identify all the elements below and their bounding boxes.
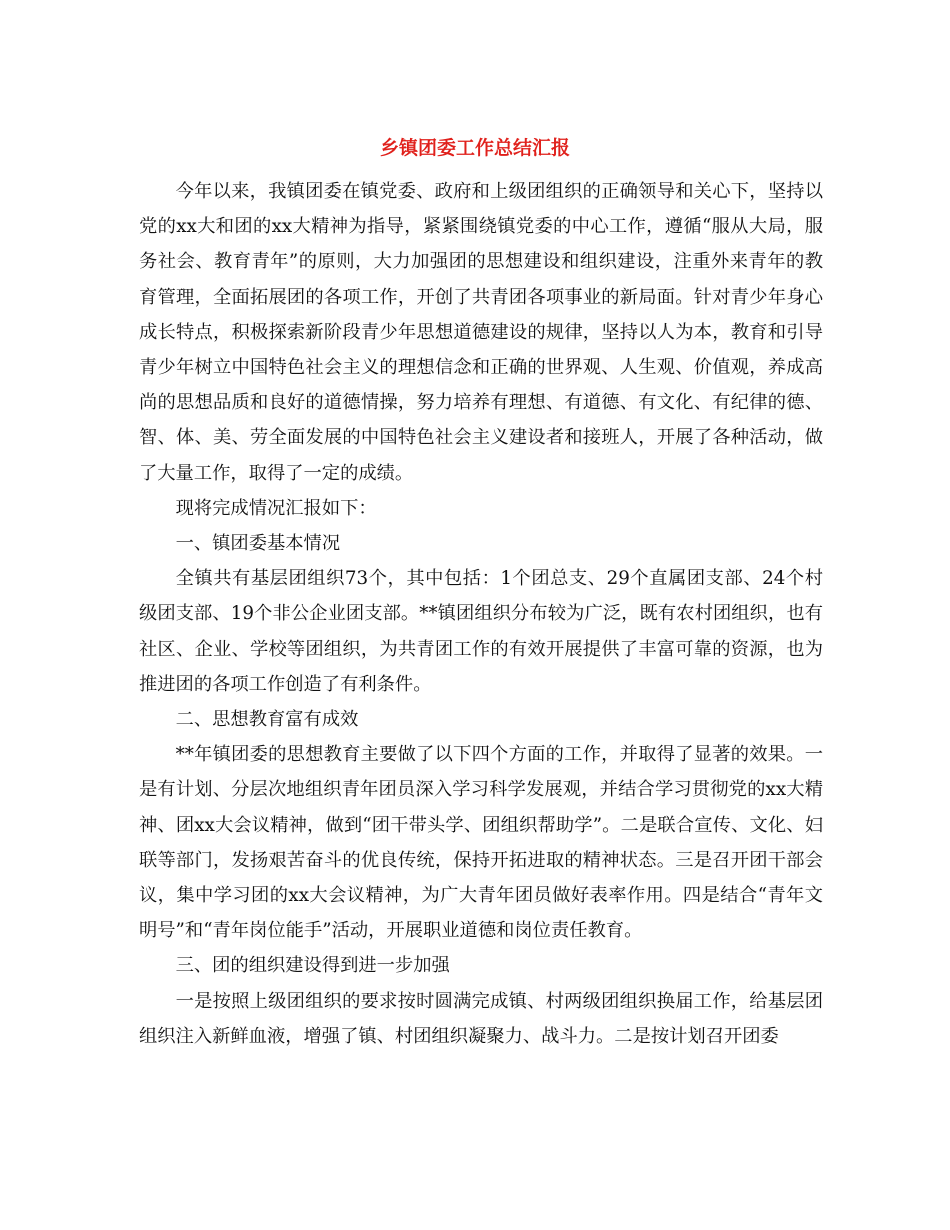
paragraph-intro: 今年以来，我镇团委在镇党委、政府和上级团组织的正确领导和关心下，坚持以党的xx大和团的xx大精神为指导，紧紧围绕镇党委的中心工作，遵循“服从大局，服务社会、教育青年”的原则，大力加强团的思想建设和组织建设，注重外来青年的教育管理，全面拓展团的各项工作，开创了共青团各项事业的新局面。针对青少年身心成长特点，积极探索新阶段青少年思想道德建设的规律，坚持以人为本，教育和引导青少年树立中国特色社会主义的理想信念和正确的世界观、人生观、价值观，养成高尚的思想品质和良好的道德情操，努力培养有理想、有道德、有文化、有纪律的德、智、体、美、劳全面发展的中国特色社会主义建设者和接班人，开展了各种活动，做了大量工作，取得了一定的成绩。: [139, 181, 823, 484]
section-heading-1: 一、镇团委基本情况: [175, 533, 341, 555]
paragraph-section-2: **年镇团委的思想教育主要做了以下四个方面的工作，并取得了显著的效果。一是有计划、分层次地组织青年团员深入学习科学发展观，并结合学习贯彻党的xx大精神、团xx大会议精神，做到“团干带头学、团组织帮助学”。二是联合宣传、文化、妇联等部门，发扬艰苦奋斗的优良传统，保持开拓进取的精神状态。三是召开团干部会议，集中学习团的xx大会议精神，为广大青年团员做好表率作用。四是结合“青年文明号”和“青年岗位能手”活动，开展职业道德和岗位责任教育。: [139, 744, 823, 942]
document-body: [139, 174, 823, 1054]
paragraph-section-1: 全镇共有基层团组织73个，其中包括：1个团总支、29个直属团支部、24个村级团支部、19个非公企业团支部。**镇团组织分布较为广泛，既有农村团组织，也有社区、企业、学校等团组织，为共青团工作的有效开展提供了丰富可靠的资源，也为推进团的各项工作创造了有利条件。: [139, 568, 823, 695]
document-title: 乡镇团委工作总结汇报: [379, 137, 570, 159]
section-heading-3: 三、团的组织建设得到进一步加强: [175, 955, 450, 977]
paragraph-report-lead: 现将完成情况汇报如下：: [175, 497, 377, 519]
paragraph-section-3: 一是按照上级团组织的要求按时圆满完成镇、村两级团组织换届工作，给基层团组织注入新鲜血液，增强了镇、村团组织凝聚力、战斗力。二是按计划召开团委: [139, 990, 823, 1047]
section-heading-2: 二、思想教育富有成效: [175, 709, 359, 731]
